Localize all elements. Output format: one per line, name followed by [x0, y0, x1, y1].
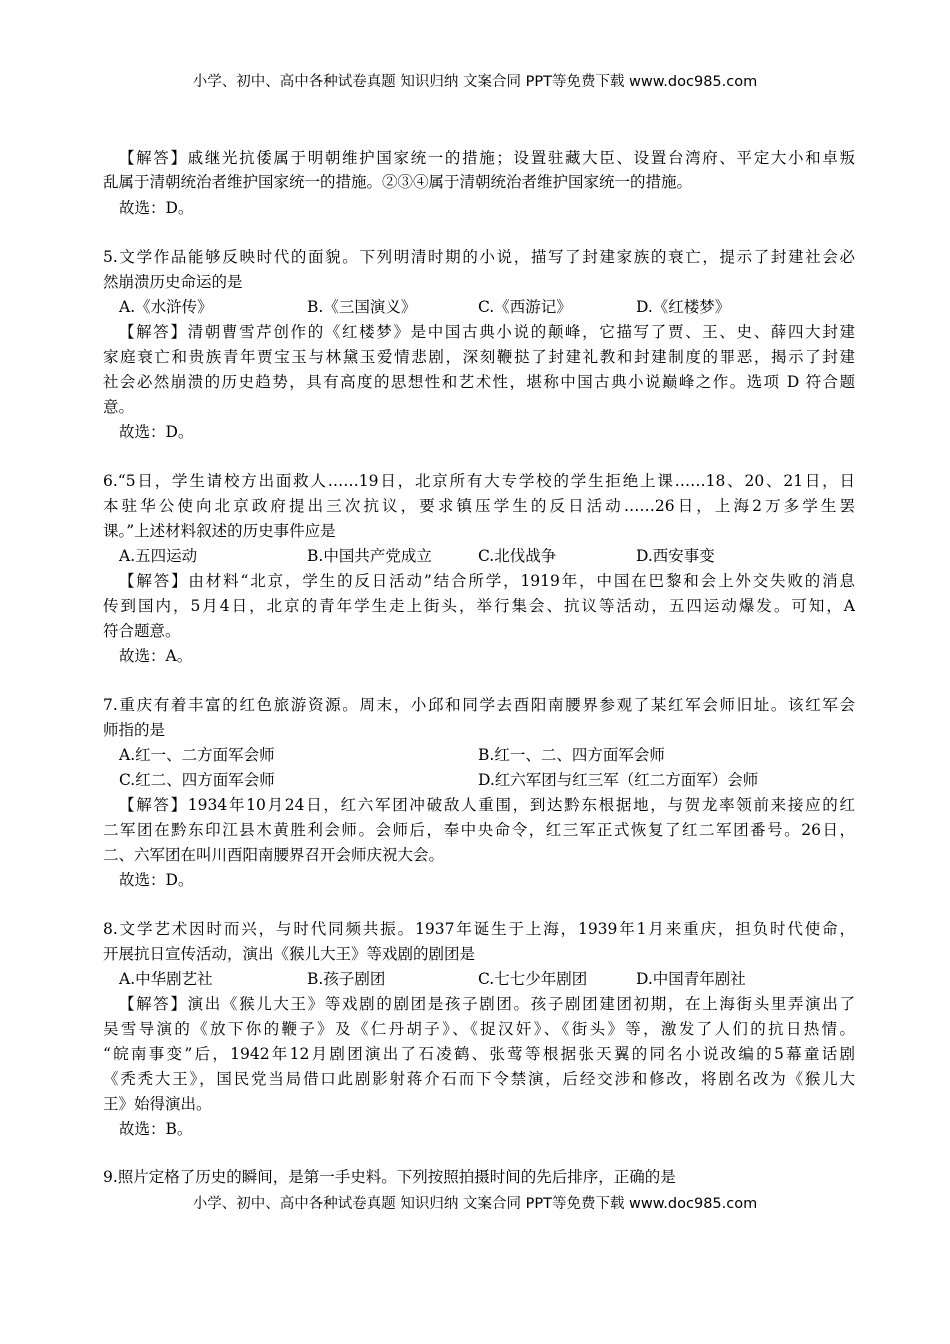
q6-option-a: A.五四运动: [119, 547, 198, 565]
q6-stem-line: 6.“5日，学生请校方出面救人……19日，北京所有大专学校的学生拒绝上课……18、20、21日，日: [103, 472, 855, 490]
q6-option-d: D.西安事变: [636, 547, 715, 565]
q6-stem-line: 课。”上述材料叙述的历史事件应是: [103, 522, 336, 540]
q7-option-c: C.红二、四方面军会师: [119, 771, 275, 789]
q8-option-b: B.孩子剧团: [307, 970, 386, 988]
q6-choice: 故选：A。: [119, 647, 193, 665]
q6-answer-line: 【解答】由材料“北京，学生的反日活动”结合所学，1919年，中国在巴黎和会上外交失败的消息: [119, 572, 855, 590]
q8-option-c: C.七七少年剧团: [478, 970, 588, 988]
q7-answer-line: 【解答】1934年10月24日，红六军团冲破敌人重围，到达黔东根据地，与贺龙率领前来接应的红: [119, 796, 855, 814]
q7-answer-line: 二军团在黔东印江县木黄胜利会师。会师后，奉中央命令，红三军正式恢复了红二军团番号。26日，: [103, 821, 855, 839]
q6-answer-line: 符合题意。: [103, 622, 181, 640]
q4-choice: 故选：D。: [119, 199, 194, 217]
q7-option-d: D.红六军团与红三军（红二方面军）会师: [478, 771, 759, 789]
q5-answer-line: 【解答】清朝曹雪芹创作的《红楼梦》是中国古典小说的颠峰，它描写了贾、王、史、薛四大封建: [119, 323, 855, 341]
q5-option-b: B.《三国演义》: [307, 298, 417, 316]
q8-choice: 故选：B。: [119, 1120, 193, 1138]
q5-choice: 故选：D。: [119, 423, 194, 441]
q7-answer-line: 二、六军团在叫川酉阳南腰界召开会师庆祝大会。: [103, 846, 445, 864]
q8-option-d: D.中国青年剧社: [636, 970, 746, 988]
q5-answer-line: 家庭衰亡和贵族青年贾宝玉与林黛玉爱情悲剧，深刻鞭挞了封建礼教和封建制度的罪恶，揭示了封建: [103, 348, 855, 366]
q5-option-c: C.《西游记》: [478, 298, 572, 316]
q8-stem-line: 开展抗日宣传活动，演出《猴儿大王》等戏剧的剧团是: [103, 945, 476, 963]
q7-choice: 故选：D。: [119, 871, 194, 889]
q6-option-c: C.北伐战争: [478, 547, 557, 565]
q5-option-d: D.《红楼梦》: [636, 298, 731, 316]
q7-option-b: B.红一、二、四方面军会师: [478, 746, 665, 764]
q7-stem-line: 师指的是: [103, 721, 166, 739]
q5-answer-line: 社会必然崩溃的历史趋势，具有高度的思想性和艺术性，堪称中国古典小说巅峰之作。选项 D 符合题: [103, 373, 855, 391]
q9-stem-line: 9.照片定格了历史的瞬间，是第一手史料。下列按照拍摄时间的先后排序，正确的是: [103, 1168, 676, 1186]
q8-answer-line: 吴雪导演的《放下你的鞭子》及《仁丹胡子》、《捉汉奸》、《街头》等，激发了人们的抗日热情。: [103, 1020, 855, 1038]
q8-answer-line: 【解答】演出《猴儿大王》等戏剧的剧团是孩子剧团。孩子剧团建团初期，在上海街头里弄演出了: [119, 995, 855, 1013]
q5-stem-line: 5.文学作品能够反映时代的面貌。下列明清时期的小说，描写了封建家族的衰亡，提示了封建社会必: [103, 248, 855, 266]
q5-stem-line: 然崩溃历史命运的是: [103, 273, 243, 291]
q6-option-b: B.中国共产党成立: [307, 547, 432, 565]
q7-option-a: A.红一、二方面军会师: [119, 746, 275, 764]
q8-answer-line: “皖南事变”后，1942年12月剧团演出了石凌鹤、张莺等根据张天翼的同名小说改编的5幕童话剧: [103, 1045, 855, 1063]
q8-answer-line: 王》始得演出。: [103, 1095, 212, 1113]
page-footer: 小学、初中、高中各种试卷真题 知识归纳 文案合同 PPT等免费下载 www.doc985.com: [192, 1196, 758, 1212]
q6-answer-line: 传到国内，5月4日，北京的青年学生走上街头，举行集会、抗议等活动，五四运动爆发。可知，A: [103, 597, 855, 615]
q6-stem-line: 本驻华公使向北京政府提出三次抗议，要求镇压学生的反日活动……26日，上海2万多学生罢: [103, 497, 855, 515]
page-header: 小学、初中、高中各种试卷真题 知识归纳 文案合同 PPT等免费下载 www.doc985.com: [192, 74, 758, 90]
q4-answer-line: 【解答】戚继光抗倭属于明朝维护国家统一的措施；设置驻藏大臣、设置台湾府、平定大小和卓叛: [119, 149, 855, 167]
q5-answer-line: 意。: [103, 398, 135, 416]
q4-answer-line: 乱属于清朝统治者维护国家统一的措施。②③④属于清朝统治者维护国家统一的措施。: [103, 173, 693, 191]
q8-option-a: A.中华剧艺社: [119, 970, 213, 988]
q5-option-a: A.《水浒传》: [119, 298, 213, 316]
q8-answer-line: 《秃秃大王》，国民党当局借口此剧影射蒋介石而下令禁演，后经交涉和修改，将剧名改为《猴儿大: [103, 1070, 855, 1088]
q7-stem-line: 7.重庆有着丰富的红色旅游资源。周末，小邱和同学去酉阳南腰界参观了某红军会师旧址。该红军会: [103, 696, 855, 714]
q8-stem-line: 8.文学艺术因时而兴，与时代同频共振。1937年诞生于上海，1939年1月来重庆，担负时代使命，: [103, 920, 855, 938]
